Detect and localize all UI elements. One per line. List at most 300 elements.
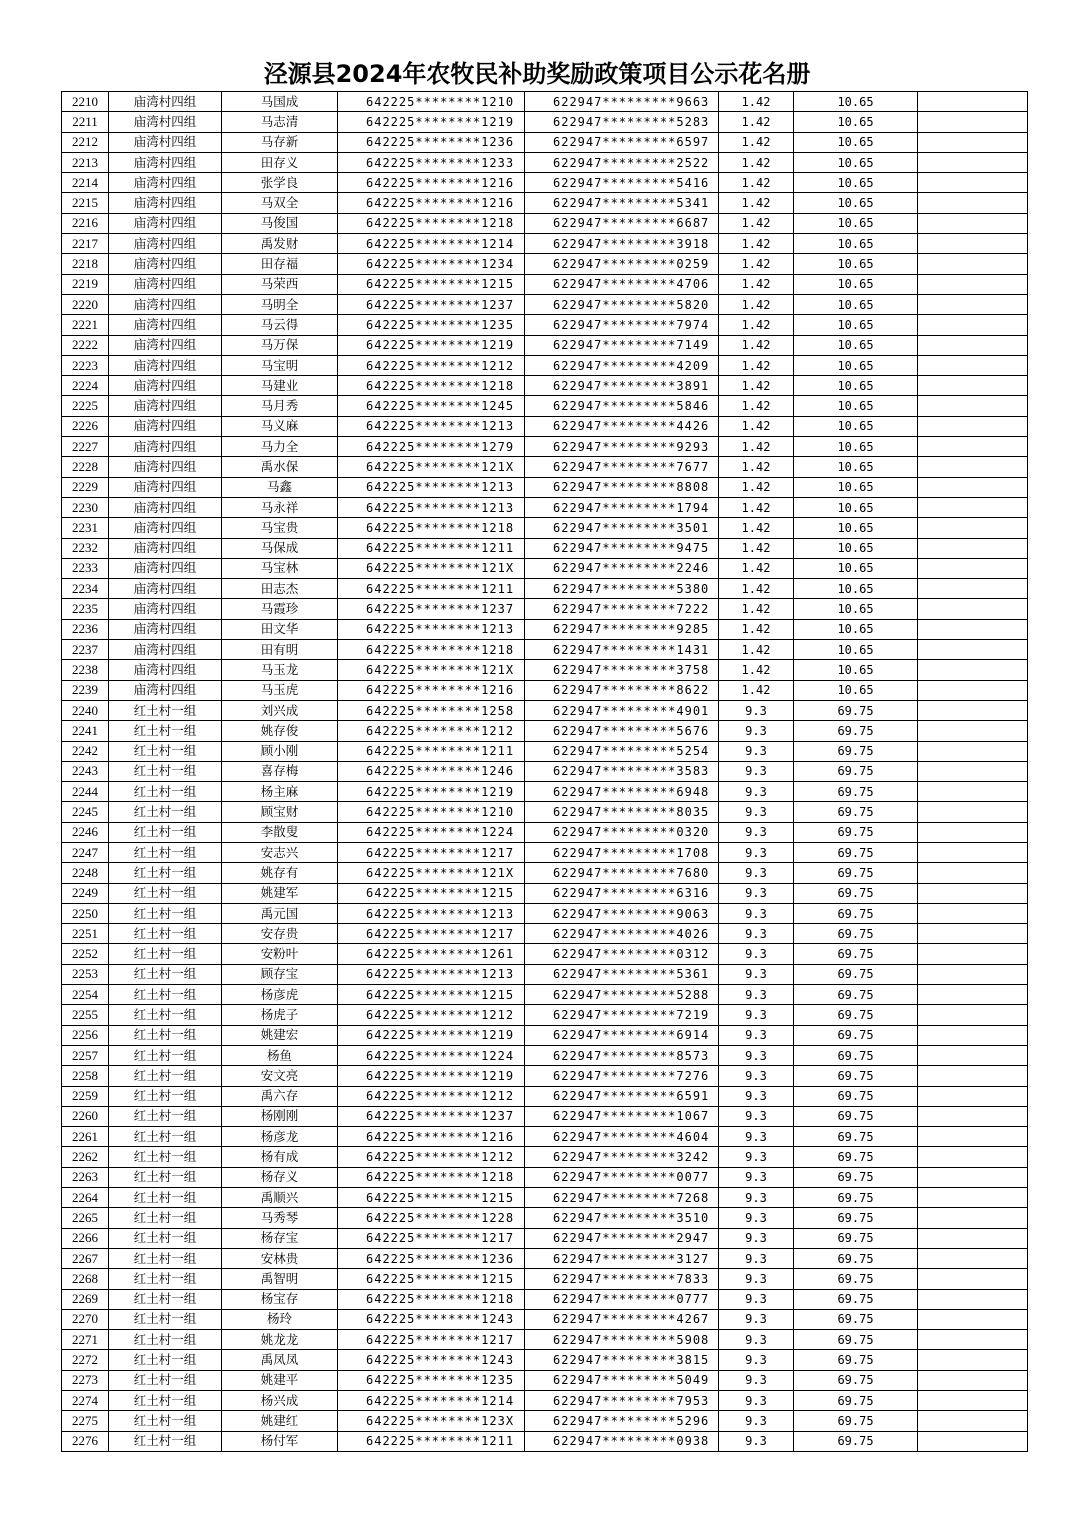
person-name-cell: 马月秀: [222, 396, 338, 416]
village-group-cell: 庙湾村四组: [109, 335, 222, 355]
remark-cell: [918, 152, 1028, 172]
account-number-cell: 622947*********5820: [525, 294, 719, 314]
subsidy-area-cell: 9.3: [719, 863, 794, 883]
person-name-cell: 马宝明: [222, 355, 338, 375]
row-number-cell: 2254: [62, 985, 109, 1005]
subsidy-area-cell: 1.42: [719, 92, 794, 112]
remark-cell: [918, 1167, 1028, 1187]
person-name-cell: 李散叟: [222, 822, 338, 842]
remark-cell: [918, 741, 1028, 761]
village-group-cell: 红土村一组: [109, 1228, 222, 1248]
account-number-cell: 622947*********8035: [525, 802, 719, 822]
account-number-cell: 622947*********5296: [525, 1411, 719, 1431]
person-name-cell: 安文亮: [222, 1066, 338, 1086]
id-number-cell: 642225********1219: [338, 335, 525, 355]
id-number-cell: 642225********1235: [338, 315, 525, 335]
account-number-cell: 622947*********0077: [525, 1167, 719, 1187]
remark-cell: [918, 761, 1028, 781]
row-number-cell: 2246: [62, 822, 109, 842]
village-group-cell: 红土村一组: [109, 822, 222, 842]
row-number-cell: 2236: [62, 619, 109, 639]
village-group-cell: 红土村一组: [109, 863, 222, 883]
remark-cell: [918, 92, 1028, 112]
subsidy-area-cell: 1.42: [719, 315, 794, 335]
table-row: [62, 903, 1028, 923]
id-number-cell: 642225********1217: [338, 924, 525, 944]
table-row: [62, 1411, 1028, 1431]
subsidy-amount-cell: 69.75: [794, 1167, 918, 1187]
id-number-cell: 642225********1236: [338, 1248, 525, 1268]
person-name-cell: 杨付军: [222, 1431, 338, 1451]
subsidy-area-cell: 1.42: [719, 640, 794, 660]
table-row: [62, 1431, 1028, 1451]
village-group-cell: 红土村一组: [109, 1431, 222, 1451]
table-row: [62, 437, 1028, 457]
id-number-cell: 642225********1213: [338, 477, 525, 497]
subsidy-amount-cell: 69.75: [794, 1269, 918, 1289]
table-row: [62, 234, 1028, 254]
remark-cell: [918, 842, 1028, 862]
row-number-cell: 2269: [62, 1289, 109, 1309]
table-row: [62, 1208, 1028, 1228]
account-number-cell: 622947*********1067: [525, 1106, 719, 1126]
id-number-cell: 642225********1211: [338, 741, 525, 761]
subsidy-amount-cell: 10.65: [794, 213, 918, 233]
subsidy-area-cell: 1.42: [719, 152, 794, 172]
person-name-cell: 杨宝存: [222, 1289, 338, 1309]
subsidy-area-cell: 9.3: [719, 1330, 794, 1350]
account-number-cell: 622947*********7974: [525, 315, 719, 335]
id-number-cell: 642225********1216: [338, 1127, 525, 1147]
row-number-cell: 2272: [62, 1350, 109, 1370]
person-name-cell: 马存新: [222, 132, 338, 152]
subsidy-amount-cell: 10.65: [794, 660, 918, 680]
village-group-cell: 红土村一组: [109, 1269, 222, 1289]
id-number-cell: 642225********1218: [338, 213, 525, 233]
person-name-cell: 禹元国: [222, 903, 338, 923]
person-name-cell: 马玉虎: [222, 680, 338, 700]
account-number-cell: 622947*********9475: [525, 538, 719, 558]
subsidy-amount-cell: 10.65: [794, 579, 918, 599]
subsidy-area-cell: 9.3: [719, 1147, 794, 1167]
table-row: [62, 700, 1028, 720]
subsidy-area-cell: 9.3: [719, 842, 794, 862]
village-group-cell: 红土村一组: [109, 985, 222, 1005]
village-group-cell: 红土村一组: [109, 782, 222, 802]
subsidy-area-cell: 9.3: [719, 1370, 794, 1390]
id-number-cell: 642225********121X: [338, 863, 525, 883]
subsidy-amount-cell: 10.65: [794, 274, 918, 294]
village-group-cell: 庙湾村四组: [109, 416, 222, 436]
remark-cell: [918, 437, 1028, 457]
account-number-cell: 622947*********9063: [525, 903, 719, 923]
subsidy-area-cell: 9.3: [719, 924, 794, 944]
remark-cell: [918, 985, 1028, 1005]
account-number-cell: 622947*********5846: [525, 396, 719, 416]
id-number-cell: 642225********1261: [338, 944, 525, 964]
remark-cell: [918, 883, 1028, 903]
remark-cell: [918, 294, 1028, 314]
account-number-cell: 622947*********3583: [525, 761, 719, 781]
id-number-cell: 642225********123X: [338, 1411, 525, 1431]
village-group-cell: 庙湾村四组: [109, 660, 222, 680]
row-number-cell: 2259: [62, 1086, 109, 1106]
subsidy-amount-cell: 10.65: [794, 558, 918, 578]
table-row: [62, 173, 1028, 193]
remark-cell: [918, 1066, 1028, 1086]
row-number-cell: 2257: [62, 1045, 109, 1065]
row-number-cell: 2270: [62, 1309, 109, 1329]
table-row: [62, 1391, 1028, 1411]
id-number-cell: 642225********1218: [338, 640, 525, 660]
remark-cell: [918, 274, 1028, 294]
village-group-cell: 庙湾村四组: [109, 579, 222, 599]
account-number-cell: 622947*********7268: [525, 1188, 719, 1208]
subsidy-amount-cell: 69.75: [794, 1289, 918, 1309]
remark-cell: [918, 335, 1028, 355]
id-number-cell: 642225********1213: [338, 416, 525, 436]
village-group-cell: 庙湾村四组: [109, 92, 222, 112]
village-group-cell: 庙湾村四组: [109, 112, 222, 132]
table-row: [62, 680, 1028, 700]
village-group-cell: 红土村一组: [109, 700, 222, 720]
village-group-cell: 红土村一组: [109, 1289, 222, 1309]
id-number-cell: 642225********1215: [338, 1188, 525, 1208]
account-number-cell: 622947*********7677: [525, 457, 719, 477]
remark-cell: [918, 1045, 1028, 1065]
subsidy-amount-cell: 69.75: [794, 1045, 918, 1065]
subsidy-amount-cell: 10.65: [794, 294, 918, 314]
account-number-cell: 622947*********7149: [525, 335, 719, 355]
row-number-cell: 2220: [62, 294, 109, 314]
remark-cell: [918, 1330, 1028, 1350]
remark-cell: [918, 173, 1028, 193]
subsidy-amount-cell: 10.65: [794, 234, 918, 254]
id-number-cell: 642225********1215: [338, 883, 525, 903]
row-number-cell: 2263: [62, 1167, 109, 1187]
person-name-cell: 姚建红: [222, 1411, 338, 1431]
person-name-cell: 杨彦龙: [222, 1127, 338, 1147]
table-row: [62, 640, 1028, 660]
subsidy-area-cell: 9.3: [719, 782, 794, 802]
id-number-cell: 642225********1218: [338, 1167, 525, 1187]
person-name-cell: 禹凤凤: [222, 1350, 338, 1370]
remark-cell: [918, 1106, 1028, 1126]
page-title: 泾源县2024年农牧民补助奖励政策项目公示花名册: [263, 60, 811, 88]
id-number-cell: 642225********1214: [338, 234, 525, 254]
id-number-cell: 642225********1224: [338, 822, 525, 842]
village-group-cell: 庙湾村四组: [109, 538, 222, 558]
row-number-cell: 2239: [62, 680, 109, 700]
account-number-cell: 622947*********0312: [525, 944, 719, 964]
subsidy-amount-cell: 10.65: [794, 437, 918, 457]
subsidy-amount-cell: 69.75: [794, 1086, 918, 1106]
person-name-cell: 杨兴成: [222, 1391, 338, 1411]
person-name-cell: 马志清: [222, 112, 338, 132]
account-number-cell: 622947*********6316: [525, 883, 719, 903]
person-name-cell: 顾宝财: [222, 802, 338, 822]
account-number-cell: 622947*********5283: [525, 112, 719, 132]
person-name-cell: 姚龙龙: [222, 1330, 338, 1350]
subsidy-amount-cell: 10.65: [794, 599, 918, 619]
row-number-cell: 2228: [62, 457, 109, 477]
person-name-cell: 杨虎子: [222, 1005, 338, 1025]
table-row: [62, 863, 1028, 883]
row-number-cell: 2240: [62, 700, 109, 720]
row-number-cell: 2253: [62, 964, 109, 984]
id-number-cell: 642225********1243: [338, 1350, 525, 1370]
subsidy-area-cell: 1.42: [719, 680, 794, 700]
remark-cell: [918, 112, 1028, 132]
person-name-cell: 田存福: [222, 254, 338, 274]
table-row: [62, 152, 1028, 172]
subsidy-amount-cell: 69.75: [794, 842, 918, 862]
table-row: [62, 1330, 1028, 1350]
village-group-cell: 庙湾村四组: [109, 619, 222, 639]
subsidy-area-cell: 1.42: [719, 579, 794, 599]
account-number-cell: 622947*********3127: [525, 1248, 719, 1268]
subsidy-amount-cell: 10.65: [794, 680, 918, 700]
person-name-cell: 马荣西: [222, 274, 338, 294]
account-number-cell: 622947*********3758: [525, 660, 719, 680]
village-group-cell: 庙湾村四组: [109, 640, 222, 660]
person-name-cell: 禹顺兴: [222, 1188, 338, 1208]
id-number-cell: 642225********1217: [338, 1330, 525, 1350]
id-number-cell: 642225********1213: [338, 903, 525, 923]
table-row: [62, 518, 1028, 538]
subsidy-amount-cell: 69.75: [794, 822, 918, 842]
row-number-cell: 2273: [62, 1370, 109, 1390]
account-number-cell: 622947*********8622: [525, 680, 719, 700]
account-number-cell: 622947*********8573: [525, 1045, 719, 1065]
row-number-cell: 2212: [62, 132, 109, 152]
subsidy-amount-cell: 69.75: [794, 700, 918, 720]
village-group-cell: 红土村一组: [109, 944, 222, 964]
table-row: [62, 1350, 1028, 1370]
row-number-cell: 2255: [62, 1005, 109, 1025]
remark-cell: [918, 477, 1028, 497]
subsidy-area-cell: 1.42: [719, 234, 794, 254]
table-row: [62, 985, 1028, 1005]
village-group-cell: 红土村一组: [109, 1188, 222, 1208]
id-number-cell: 642225********1212: [338, 1086, 525, 1106]
account-number-cell: 622947*********2947: [525, 1228, 719, 1248]
row-number-cell: 2252: [62, 944, 109, 964]
remark-cell: [918, 254, 1028, 274]
account-number-cell: 622947*********9285: [525, 619, 719, 639]
id-number-cell: 642225********1213: [338, 619, 525, 639]
subsidy-amount-cell: 10.65: [794, 173, 918, 193]
subsidy-area-cell: 1.42: [719, 193, 794, 213]
row-number-cell: 2238: [62, 660, 109, 680]
subsidy-amount-cell: 69.75: [794, 985, 918, 1005]
subsidy-area-cell: 1.42: [719, 619, 794, 639]
account-number-cell: 622947*********3242: [525, 1147, 719, 1167]
subsidy-area-cell: 9.3: [719, 1045, 794, 1065]
subsidy-amount-cell: 69.75: [794, 1147, 918, 1167]
account-number-cell: 622947*********7222: [525, 599, 719, 619]
person-name-cell: 马云得: [222, 315, 338, 335]
table-row: [62, 315, 1028, 335]
account-number-cell: 622947*********5380: [525, 579, 719, 599]
subsidy-amount-cell: 10.65: [794, 254, 918, 274]
subsidy-amount-cell: 69.75: [794, 903, 918, 923]
account-number-cell: 622947*********9293: [525, 437, 719, 457]
id-number-cell: 642225********1216: [338, 173, 525, 193]
subsidy-area-cell: 1.42: [719, 376, 794, 396]
table-row: [62, 782, 1028, 802]
subsidy-area-cell: 9.3: [719, 1086, 794, 1106]
subsidy-amount-cell: 69.75: [794, 1127, 918, 1147]
row-number-cell: 2261: [62, 1127, 109, 1147]
account-number-cell: 622947*********2246: [525, 558, 719, 578]
row-number-cell: 2235: [62, 599, 109, 619]
account-number-cell: 622947*********8808: [525, 477, 719, 497]
id-number-cell: 642225********1213: [338, 497, 525, 517]
table-row: [62, 660, 1028, 680]
row-number-cell: 2230: [62, 497, 109, 517]
remark-cell: [918, 721, 1028, 741]
subsidy-amount-cell: 10.65: [794, 416, 918, 436]
row-number-cell: 2216: [62, 213, 109, 233]
person-name-cell: 姚存俊: [222, 721, 338, 741]
id-number-cell: 642225********1217: [338, 842, 525, 862]
village-group-cell: 红土村一组: [109, 1106, 222, 1126]
subsidy-amount-cell: 69.75: [794, 1106, 918, 1126]
subsidy-amount-cell: 10.65: [794, 152, 918, 172]
id-number-cell: 642225********1243: [338, 1309, 525, 1329]
subsidy-area-cell: 9.3: [719, 1391, 794, 1411]
person-name-cell: 禹水保: [222, 457, 338, 477]
row-number-cell: 2231: [62, 518, 109, 538]
person-name-cell: 姚存有: [222, 863, 338, 883]
row-number-cell: 2247: [62, 842, 109, 862]
table-row: [62, 964, 1028, 984]
village-group-cell: 红土村一组: [109, 1330, 222, 1350]
person-name-cell: 田文华: [222, 619, 338, 639]
subsidy-area-cell: 1.42: [719, 173, 794, 193]
subsidy-amount-cell: 69.75: [794, 1370, 918, 1390]
row-number-cell: 2243: [62, 761, 109, 781]
subsidy-amount-cell: 10.65: [794, 457, 918, 477]
subsidy-amount-cell: 69.75: [794, 1248, 918, 1268]
village-group-cell: 庙湾村四组: [109, 396, 222, 416]
subsidy-amount-cell: 69.75: [794, 924, 918, 944]
row-number-cell: 2268: [62, 1269, 109, 1289]
person-name-cell: 马霞珍: [222, 599, 338, 619]
id-number-cell: 642225********1215: [338, 1269, 525, 1289]
remark-cell: [918, 457, 1028, 477]
remark-cell: [918, 964, 1028, 984]
table-row: [62, 1248, 1028, 1268]
village-group-cell: 红土村一组: [109, 741, 222, 761]
account-number-cell: 622947*********5254: [525, 741, 719, 761]
table-row: [62, 1188, 1028, 1208]
account-number-cell: 622947*********3918: [525, 234, 719, 254]
village-group-cell: 红土村一组: [109, 1411, 222, 1431]
remark-cell: [918, 558, 1028, 578]
subsidy-area-cell: 1.42: [719, 660, 794, 680]
subsidy-area-cell: 9.3: [719, 1289, 794, 1309]
remark-cell: [918, 1289, 1028, 1309]
row-number-cell: 2213: [62, 152, 109, 172]
account-number-cell: 622947*********3501: [525, 518, 719, 538]
account-number-cell: 622947*********4604: [525, 1127, 719, 1147]
remark-cell: [918, 1086, 1028, 1106]
subsidy-amount-cell: 10.65: [794, 193, 918, 213]
village-group-cell: 庙湾村四组: [109, 254, 222, 274]
account-number-cell: 622947*********1794: [525, 497, 719, 517]
person-name-cell: 姚建平: [222, 1370, 338, 1390]
subsidy-area-cell: 9.3: [719, 822, 794, 842]
subsidy-amount-cell: 69.75: [794, 761, 918, 781]
account-number-cell: 622947*********5049: [525, 1370, 719, 1390]
person-name-cell: 马宝林: [222, 558, 338, 578]
id-number-cell: 642225********1234: [338, 254, 525, 274]
village-group-cell: 红土村一组: [109, 1309, 222, 1329]
account-number-cell: 622947*********6948: [525, 782, 719, 802]
account-number-cell: 622947*********5361: [525, 964, 719, 984]
remark-cell: [918, 1350, 1028, 1370]
subsidy-area-cell: 9.3: [719, 802, 794, 822]
table-row: [62, 193, 1028, 213]
table-row: [62, 944, 1028, 964]
row-number-cell: 2218: [62, 254, 109, 274]
subsidy-area-cell: 9.3: [719, 1411, 794, 1431]
person-name-cell: 马建业: [222, 376, 338, 396]
subsidy-area-cell: 9.3: [719, 1188, 794, 1208]
row-number-cell: 2223: [62, 355, 109, 375]
account-number-cell: 622947*********5288: [525, 985, 719, 1005]
village-group-cell: 红土村一组: [109, 1167, 222, 1187]
table-row: [62, 924, 1028, 944]
village-group-cell: 庙湾村四组: [109, 213, 222, 233]
account-number-cell: 622947*********6597: [525, 132, 719, 152]
row-number-cell: 2271: [62, 1330, 109, 1350]
remark-cell: [918, 1431, 1028, 1451]
person-name-cell: 安志兴: [222, 842, 338, 862]
subsidy-amount-cell: 10.65: [794, 132, 918, 152]
village-group-cell: 红土村一组: [109, 1127, 222, 1147]
table-row: [62, 558, 1028, 578]
table-row: [62, 1106, 1028, 1126]
subsidy-area-cell: 1.42: [719, 294, 794, 314]
subsidy-amount-cell: 10.65: [794, 335, 918, 355]
table-row: [62, 1370, 1028, 1390]
id-number-cell: 642225********1211: [338, 538, 525, 558]
table-row: [62, 1167, 1028, 1187]
subsidy-amount-cell: 69.75: [794, 1208, 918, 1228]
remark-cell: [918, 1208, 1028, 1228]
row-number-cell: 2224: [62, 376, 109, 396]
person-name-cell: 马鑫: [222, 477, 338, 497]
person-name-cell: 田志杰: [222, 579, 338, 599]
account-number-cell: 622947*********7276: [525, 1066, 719, 1086]
table-row: [62, 335, 1028, 355]
village-group-cell: 红土村一组: [109, 721, 222, 741]
account-number-cell: 622947*********6687: [525, 213, 719, 233]
village-group-cell: 红土村一组: [109, 903, 222, 923]
village-group-cell: 红土村一组: [109, 802, 222, 822]
remark-cell: [918, 944, 1028, 964]
person-name-cell: 顾存宝: [222, 964, 338, 984]
table-row: [62, 721, 1028, 741]
subsidy-amount-cell: 69.75: [794, 741, 918, 761]
id-number-cell: 642225********1237: [338, 1106, 525, 1126]
account-number-cell: 622947*********3891: [525, 376, 719, 396]
id-number-cell: 642225********1217: [338, 1228, 525, 1248]
subsidy-area-cell: 9.3: [719, 944, 794, 964]
